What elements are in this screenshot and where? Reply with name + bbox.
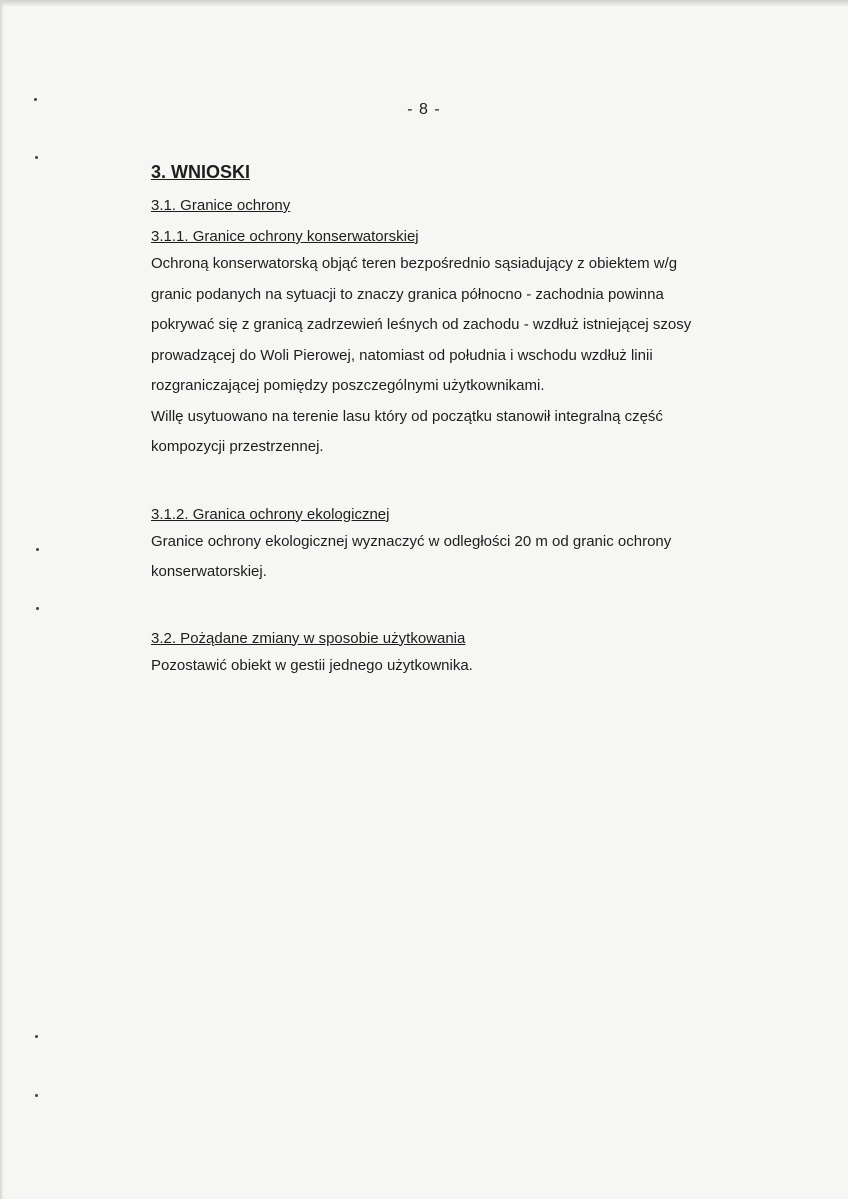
section-title: 3. WNIOSKI bbox=[151, 162, 251, 182]
text-line: prowadzącej do Woli Pierowej, natomiast od południa i wschodu wzdłuż linii bbox=[151, 346, 653, 364]
scan-speck bbox=[36, 548, 39, 551]
paragraph-3-2 bbox=[151, 651, 791, 682]
text-line: Ochroną konserwatorską objąć teren bezpośrednio sąsiadujący z obiektem w/g bbox=[151, 255, 678, 272]
scan-speck bbox=[36, 607, 39, 610]
text-line: kompozycji przestrzennej. bbox=[151, 438, 324, 455]
scan-speck bbox=[35, 1094, 38, 1097]
subsection-heading-3-1-2: 3.1.2. Granica ochrony ekologicznej bbox=[151, 505, 390, 523]
text-line: konserwatorskiej. bbox=[151, 563, 267, 580]
scan-speck bbox=[35, 1035, 38, 1038]
scan-left-edge bbox=[0, 0, 4, 1199]
scan-speck bbox=[35, 156, 38, 159]
text-line: Pozostawić obiekt w gestii jednego użytkownika. bbox=[151, 656, 473, 674]
paragraph-3-1-1 bbox=[151, 249, 791, 463]
text-line: pokrywać się z granicą zadrzewień leśnych od zachodu - wzdłuż istniejącej szosy bbox=[151, 316, 692, 333]
document-body bbox=[151, 158, 791, 681]
text-line: Granice ochrony ekologicznej wyznaczyć w odległości 20 m od granic ochrony bbox=[151, 532, 672, 550]
subsection-heading-3-1-1: 3.1.1. Granice ochrony konserwatorskiej bbox=[151, 228, 419, 245]
text-line: rozgraniczającej pomiędzy poszczególnymi użytkownikami. bbox=[151, 377, 545, 394]
subsection-heading-3-2: 3.2. Pożądane zmiany w sposobie użytkowania bbox=[151, 629, 466, 647]
paragraph-3-1-2 bbox=[151, 527, 791, 588]
page-number: - 8 - bbox=[407, 101, 441, 118]
text-line: granic podanych na sytuacji to znaczy granica północno - zachodnia powinna bbox=[151, 285, 664, 303]
subsection-heading-3-1: 3.1. Granice ochrony bbox=[151, 197, 291, 214]
scan-top-edge bbox=[0, 0, 848, 7]
text-line: Willę usytuowano na terenie lasu który od początku stanowił integralną część bbox=[151, 407, 663, 425]
